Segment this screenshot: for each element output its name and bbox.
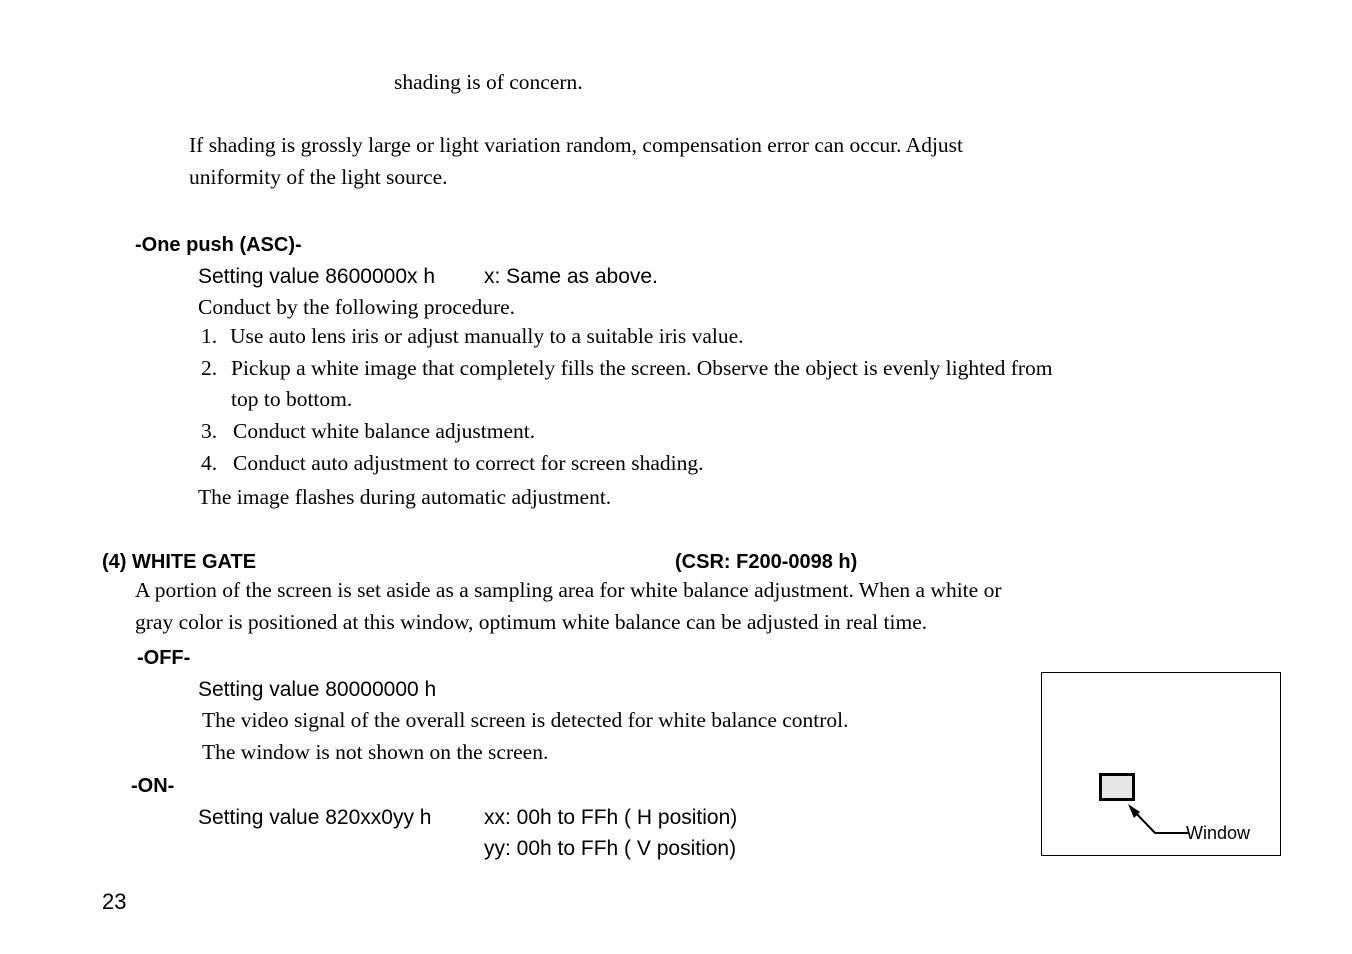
step-text: Conduct auto adjustment to correct for screen shading.: [233, 451, 704, 475]
step-number: 1.: [201, 324, 218, 348]
xx-position-note: xx: 00h to FFh ( H position): [484, 806, 738, 829]
shading-paragraph-line-1: If shading is grossly large or light variation random, compensation error can occur. Adjust: [189, 133, 964, 157]
screen-diagram: [1041, 672, 1281, 856]
off-heading: -OFF-: [137, 647, 191, 669]
off-setting-value: Setting value 80000000 h: [198, 678, 437, 701]
step-text: Use auto lens iris or adjust manually to a suitable iris value.: [230, 324, 744, 348]
shading-paragraph-line-2: uniformity of the light source.: [189, 165, 448, 189]
on-heading: -ON-: [131, 775, 175, 797]
step-text-continued: top to bottom.: [231, 387, 353, 411]
step-text: Pickup a white image that completely fills the screen. Observe the object is evenly lighted from: [231, 356, 1053, 380]
step-number: 4.: [201, 451, 218, 475]
window-rectangle: [1101, 775, 1134, 800]
off-description-line-1: The video signal of the overall screen is detected for white balance control.: [202, 708, 849, 732]
step-number: 3.: [201, 419, 218, 443]
one-push-setting-note: x: Same as above.: [484, 265, 658, 288]
procedure-footer: The image flashes during automatic adjustment.: [198, 485, 612, 509]
intro-line: shading is of concern.: [394, 70, 583, 94]
page-number: 23: [102, 889, 127, 914]
on-setting-value: Setting value 820xx0yy h: [198, 806, 432, 829]
step-number: 2.: [201, 356, 218, 380]
step-text: Conduct white balance adjustment.: [233, 419, 536, 443]
yy-position-note: yy: 00h to FFh ( V position): [484, 837, 737, 860]
off-description-line-2: The window is not shown on the screen.: [202, 740, 549, 764]
csr-address: (CSR: F200-0098 h): [675, 551, 858, 573]
procedure-intro: Conduct by the following procedure.: [198, 295, 516, 319]
one-push-heading: -One push (ASC)-: [135, 234, 302, 256]
white-gate-description-line-2: gray color is positioned at this window, optimum white balance can be adjusted in real time.: [135, 610, 928, 634]
window-label: Window: [1186, 823, 1251, 843]
window-pointer-line: [1133, 810, 1188, 833]
one-push-setting-value: Setting value 8600000x h: [198, 265, 436, 288]
white-gate-heading: (4) WHITE GATE: [102, 551, 257, 573]
white-gate-description-line-1: A portion of the screen is set aside as a sampling area for white balance adjustment. When a white or: [135, 578, 1002, 602]
